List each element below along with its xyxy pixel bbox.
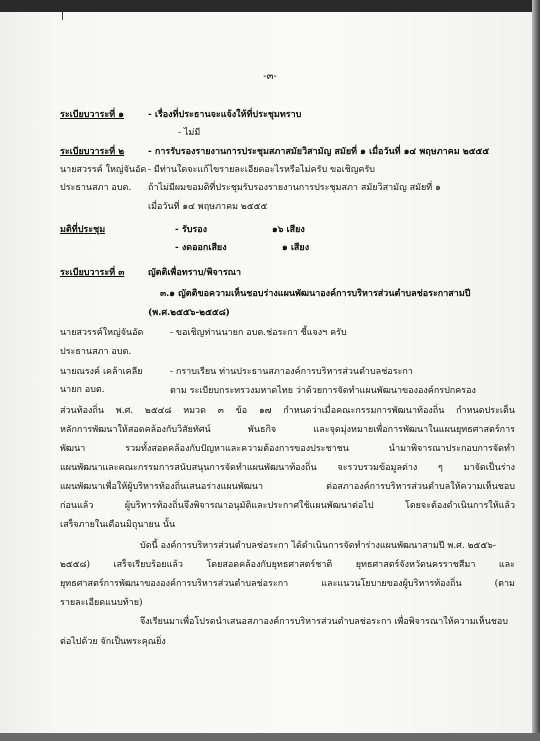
para1-last-line: เสร็จภายในเดือนมิถุนายน นั้น [60,520,176,530]
page-number: -๓- [263,71,277,82]
agenda3-speaker2-role: นายก อบต. [60,385,105,395]
agenda2-speaker-role: ประธานสภา อบต. [60,183,132,193]
scan-mark [62,12,63,20]
agenda3-subtitle-year: (พ.ศ.๒๕๕๖-๒๕๕๘) [148,308,230,318]
resolution-abstain-count: ๑ เสียง [282,243,310,253]
para3-last-line: ต่อไปด้วย จักเป็นพระคุณยิ่ง [60,637,166,647]
agenda3-speaker2-name: นายณรงค์ เคล้าเคลีย [60,367,143,377]
agenda2-title: - การรับรองรายงานการประชุมสภาสมัยวิสามัญ สมัยที่ ๑ เมื่อวันที่ ๑๔ พฤษภาคม ๒๕๕๕ [148,147,490,157]
agenda3-speaker2-text: - กราบเรียน ท่านประธานสภาองค์การบริหารส่วนตำบลช่อระกา [170,367,413,377]
para1-line: แผนพัฒนาและคณะกรรมการสนับสนุนการจัดทำแผนพัฒนาท้องถิ่น จะรวบรวมข้อมูลต่าง ๆ มาจัดเป็นร่าง [60,463,515,473]
agenda1-note: - ไม่มี [178,128,201,138]
para1-line: หลักการพัฒนาให้สอดคล้องกับวิสัยทัศน์ พันธกิจ และจุดมุ่งหมายเพื่อการพัฒนาในแผนยุทธศาสตร์การ [60,425,515,435]
agenda3-speaker1-text: - ขอเชิญท่านนายก อบต.ช่อระกา ชี้แจงฯ ครับ [170,328,347,338]
para2-last-line: รายละเอียดแนบท้าย) [60,598,143,608]
agenda3-heading: ระเบียบวาระที่ ๓ [60,268,125,278]
agenda2-line3: เมื่อวันที่ ๑๔ พฤษภาคม ๒๕๕๕ [148,202,268,212]
agenda2-line2: ถ้าไม่มีผมขอมติที่ประชุมรับรองรายงานการประชุมสภา สมัยวิสามัญ สมัยที่ ๑ [148,183,441,193]
agenda3-subtitle: ๓.๑ ญัตติขอความเห็นชอบร่างแผนพัฒนาองค์การบริหารส่วนตำบลช่อระกาสามปี [160,289,471,299]
agenda3-speaker1-name: นายสวรรค์ใหญ่จันอัด [60,328,144,338]
para1-first-line: ตาม ระเบียบกระทรวงมหาดไทย ว่าด้วยการจัดทำแผนพัฒนาขององค์กรปกครอง [170,386,476,396]
para1-line: ก่อนแล้ว ผู้บริหารท้องถิ่นจึงพิจารณาอนุมัติและประกาศใช้แผนพัฒนาต่อไป โดยจะต้องดำเนินการให้แล้ว [60,501,515,511]
agenda2-line1: - มีท่านใดจะแก้ไขรายละเอียดอะไรหรือไม่ครับ ขอเชิญครับ [148,165,375,175]
para2-line: ๒๕๕๘) เสร็จเรียบร้อยแล้ว โดยสอดคล้องกับยุทธศาสตร์ชาติ ยุทธศาสตร์จังหวัดนครราชสีมา และ [60,560,515,570]
para1-line: แผนพัฒนาเพื่อให้ผู้บริหารท้องถิ่นเสนอร่างแผนพัฒนา ต่อสภาองค์การบริหารส่วนตำบลให้ความเห็นชอบ [60,482,515,492]
scan-edge-bottom [0,733,540,741]
resolution-approve: - รับรอง [175,225,208,235]
para2-line: ยุทธศาสตร์การพัฒนาขององค์การบริหารส่วนตำบลช่อระกา และแนวนโยบายของผู้บริหารท้องถิ่น (ตาม [60,579,515,589]
resolution-abstain: - งดออกเสียง [175,243,227,253]
para1-line: ส่วนท้องถิ่น พ.ศ. ๒๕๔๘ หมวด ๓ ข้อ ๑๗ กำหนดว่าเมื่อคณะกรรมการพัฒนาท้องถิ่น กำหนดประเด็น [60,406,515,416]
agenda3-title: ญัตติเพื่อทราบ/พิจารณา [148,268,242,278]
resolution-label: มติที่ประชุม [60,225,106,235]
agenda1-heading: ระเบียบวาระที่ ๑ [60,110,124,120]
agenda2-heading: ระเบียบวาระที่ ๒ [60,147,125,157]
scan-edge-top [0,0,540,12]
scan-edge-right [532,0,540,741]
agenda3-speaker1-role: ประธานสภา อบต. [60,347,132,357]
para3-first-line: จึงเรียนมาเพื่อโปรดนำเสนอสภาองค์การบริหารส่วนตำบลช่อระกา เพื่อพิจารณาให้ความเห็นชอบ [140,617,509,627]
agenda2-speaker-name: นายสวรรค์ ใหญ่จันอัด [60,165,147,175]
para2-first-line: บัดนี้ องค์การบริหารส่วนตำบลช่อระกา ได้ดำเนินการจัดทำร่างแผนพัฒนาสามปี พ.ศ. ๒๕๕๖- [140,541,496,551]
resolution-approve-count: ๑๖ เสียง [272,225,305,235]
agenda1-title: - เรื่องที่ประธานจะแจ้งให้ที่ประชุมทราบ [148,110,302,120]
para1-line: พัฒนา รวมทั้งสอดคล้องกับปัญหาและความต้องการของประชาชน นำมาพิจารณาประกอบการจัดทำ [60,444,515,454]
